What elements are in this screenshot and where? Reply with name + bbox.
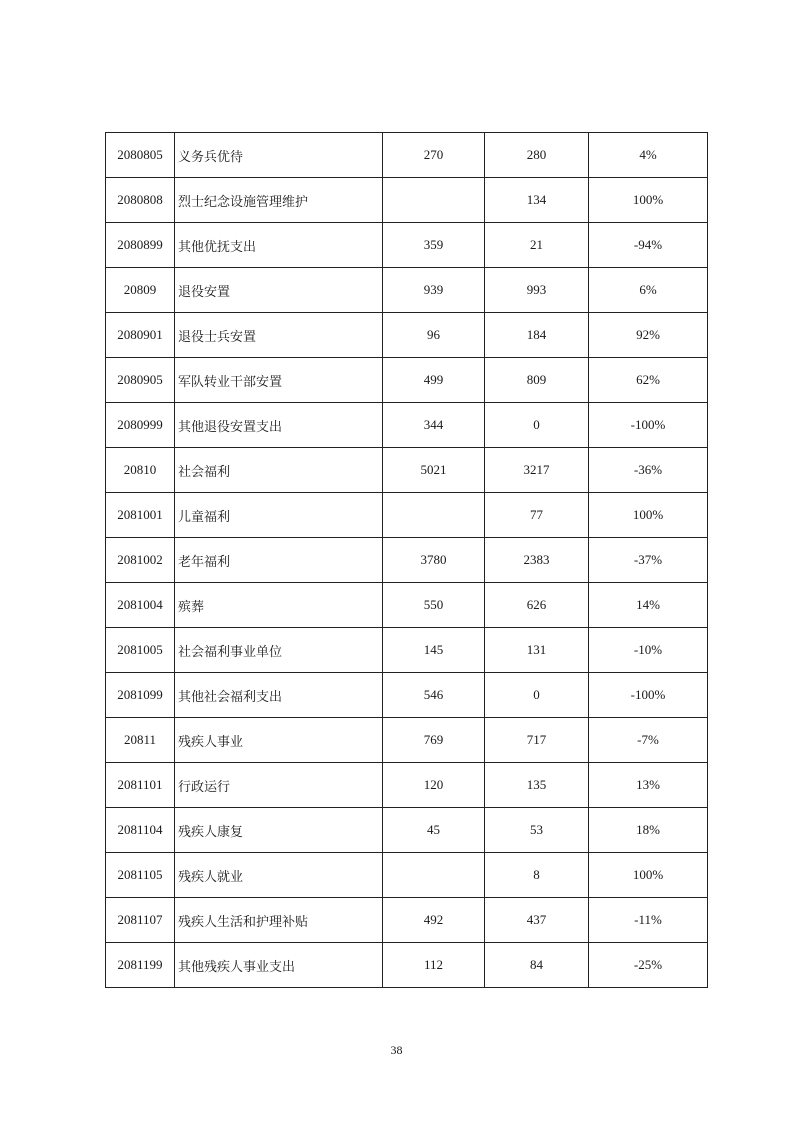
row-curr-amount-cell: 437	[485, 898, 589, 943]
table-row	[106, 943, 708, 988]
row-curr-amount-cell: 134	[485, 178, 589, 223]
row-curr-amount-cell: 135	[485, 763, 589, 808]
row-change-pct-cell: 6%	[589, 268, 708, 313]
row-name-cell: 其他退役安置支出	[175, 403, 383, 448]
row-prev-amount-cell: 939	[383, 268, 485, 313]
row-change-pct-cell: 14%	[589, 583, 708, 628]
row-curr-amount-cell: 717	[485, 718, 589, 763]
row-prev-amount-cell: 344	[383, 403, 485, 448]
row-change-pct-cell: 4%	[589, 133, 708, 178]
row-prev-amount-cell: 546	[383, 673, 485, 718]
table-row	[106, 493, 708, 538]
row-prev-amount-cell: 120	[383, 763, 485, 808]
row-prev-amount-cell	[383, 178, 485, 223]
row-change-pct-cell: 100%	[589, 178, 708, 223]
row-change-pct-cell: -11%	[589, 898, 708, 943]
table-row	[106, 718, 708, 763]
row-code-cell: 2081004	[106, 583, 175, 628]
row-code-cell: 2080808	[106, 178, 175, 223]
row-name-cell: 退役士兵安置	[175, 313, 383, 358]
row-change-pct-cell: -25%	[589, 943, 708, 988]
row-change-pct-cell: 13%	[589, 763, 708, 808]
row-prev-amount-cell	[383, 493, 485, 538]
row-name-cell: 老年福利	[175, 538, 383, 583]
table-row	[106, 583, 708, 628]
row-code-cell: 2080901	[106, 313, 175, 358]
table-row	[106, 538, 708, 583]
row-change-pct-cell: -7%	[589, 718, 708, 763]
row-code-cell: 20810	[106, 448, 175, 493]
table-row	[106, 628, 708, 673]
row-prev-amount-cell	[383, 853, 485, 898]
row-curr-amount-cell: 8	[485, 853, 589, 898]
table-row	[106, 448, 708, 493]
row-name-cell: 社会福利事业单位	[175, 628, 383, 673]
table-row	[106, 178, 708, 223]
table-row	[106, 403, 708, 448]
row-prev-amount-cell: 359	[383, 223, 485, 268]
table-row	[106, 898, 708, 943]
row-curr-amount-cell: 2383	[485, 538, 589, 583]
row-name-cell: 退役安置	[175, 268, 383, 313]
row-code-cell: 2081001	[106, 493, 175, 538]
row-change-pct-cell: -36%	[589, 448, 708, 493]
table-row	[106, 358, 708, 403]
table-row	[106, 853, 708, 898]
row-curr-amount-cell: 280	[485, 133, 589, 178]
row-code-cell: 20811	[106, 718, 175, 763]
row-name-cell: 其他优抚支出	[175, 223, 383, 268]
row-code-cell: 2081107	[106, 898, 175, 943]
table-row	[106, 673, 708, 718]
row-prev-amount-cell: 3780	[383, 538, 485, 583]
row-change-pct-cell: -37%	[589, 538, 708, 583]
row-curr-amount-cell: 21	[485, 223, 589, 268]
row-prev-amount-cell: 5021	[383, 448, 485, 493]
row-change-pct-cell: 62%	[589, 358, 708, 403]
row-change-pct-cell: -100%	[589, 403, 708, 448]
row-name-cell: 儿童福利	[175, 493, 383, 538]
row-code-cell: 2080805	[106, 133, 175, 178]
row-code-cell: 2081104	[106, 808, 175, 853]
row-curr-amount-cell: 131	[485, 628, 589, 673]
row-curr-amount-cell: 53	[485, 808, 589, 853]
row-prev-amount-cell: 270	[383, 133, 485, 178]
row-prev-amount-cell: 769	[383, 718, 485, 763]
row-change-pct-cell: 18%	[589, 808, 708, 853]
row-prev-amount-cell: 550	[383, 583, 485, 628]
row-code-cell: 2081099	[106, 673, 175, 718]
row-change-pct-cell: -100%	[589, 673, 708, 718]
row-prev-amount-cell: 112	[383, 943, 485, 988]
row-code-cell: 2080899	[106, 223, 175, 268]
row-prev-amount-cell: 45	[383, 808, 485, 853]
table-row	[106, 223, 708, 268]
row-curr-amount-cell: 184	[485, 313, 589, 358]
row-prev-amount-cell: 145	[383, 628, 485, 673]
row-code-cell: 2081105	[106, 853, 175, 898]
row-curr-amount-cell: 993	[485, 268, 589, 313]
row-prev-amount-cell: 96	[383, 313, 485, 358]
row-code-cell: 2080999	[106, 403, 175, 448]
row-code-cell: 20809	[106, 268, 175, 313]
table-row	[106, 268, 708, 313]
table-body	[106, 133, 708, 988]
row-code-cell: 2080905	[106, 358, 175, 403]
row-name-cell: 残疾人就业	[175, 853, 383, 898]
row-code-cell: 2081005	[106, 628, 175, 673]
row-name-cell: 军队转业干部安置	[175, 358, 383, 403]
row-name-cell: 残疾人事业	[175, 718, 383, 763]
row-name-cell: 残疾人康复	[175, 808, 383, 853]
row-prev-amount-cell: 499	[383, 358, 485, 403]
row-name-cell: 残疾人生活和护理补贴	[175, 898, 383, 943]
table-row	[106, 313, 708, 358]
row-prev-amount-cell: 492	[383, 898, 485, 943]
row-curr-amount-cell: 626	[485, 583, 589, 628]
row-curr-amount-cell: 77	[485, 493, 589, 538]
row-curr-amount-cell: 0	[485, 673, 589, 718]
row-change-pct-cell: -10%	[589, 628, 708, 673]
row-code-cell: 2081199	[106, 943, 175, 988]
row-curr-amount-cell: 809	[485, 358, 589, 403]
row-name-cell: 烈士纪念设施管理维护	[175, 178, 383, 223]
row-curr-amount-cell: 84	[485, 943, 589, 988]
table-row	[106, 133, 708, 178]
row-change-pct-cell: 100%	[589, 853, 708, 898]
row-code-cell: 2081101	[106, 763, 175, 808]
table-row	[106, 808, 708, 853]
page-number: 38	[390, 1043, 403, 1057]
row-name-cell: 殡葬	[175, 583, 383, 628]
row-name-cell: 社会福利	[175, 448, 383, 493]
row-change-pct-cell: 100%	[589, 493, 708, 538]
row-name-cell: 义务兵优待	[175, 133, 383, 178]
row-name-cell: 行政运行	[175, 763, 383, 808]
budget-table	[105, 132, 708, 988]
row-curr-amount-cell: 3217	[485, 448, 589, 493]
row-name-cell: 其他社会福利支出	[175, 673, 383, 718]
row-code-cell: 2081002	[106, 538, 175, 583]
table-row	[106, 763, 708, 808]
row-change-pct-cell: 92%	[589, 313, 708, 358]
row-curr-amount-cell: 0	[485, 403, 589, 448]
row-name-cell: 其他残疾人事业支出	[175, 943, 383, 988]
row-change-pct-cell: -94%	[589, 223, 708, 268]
